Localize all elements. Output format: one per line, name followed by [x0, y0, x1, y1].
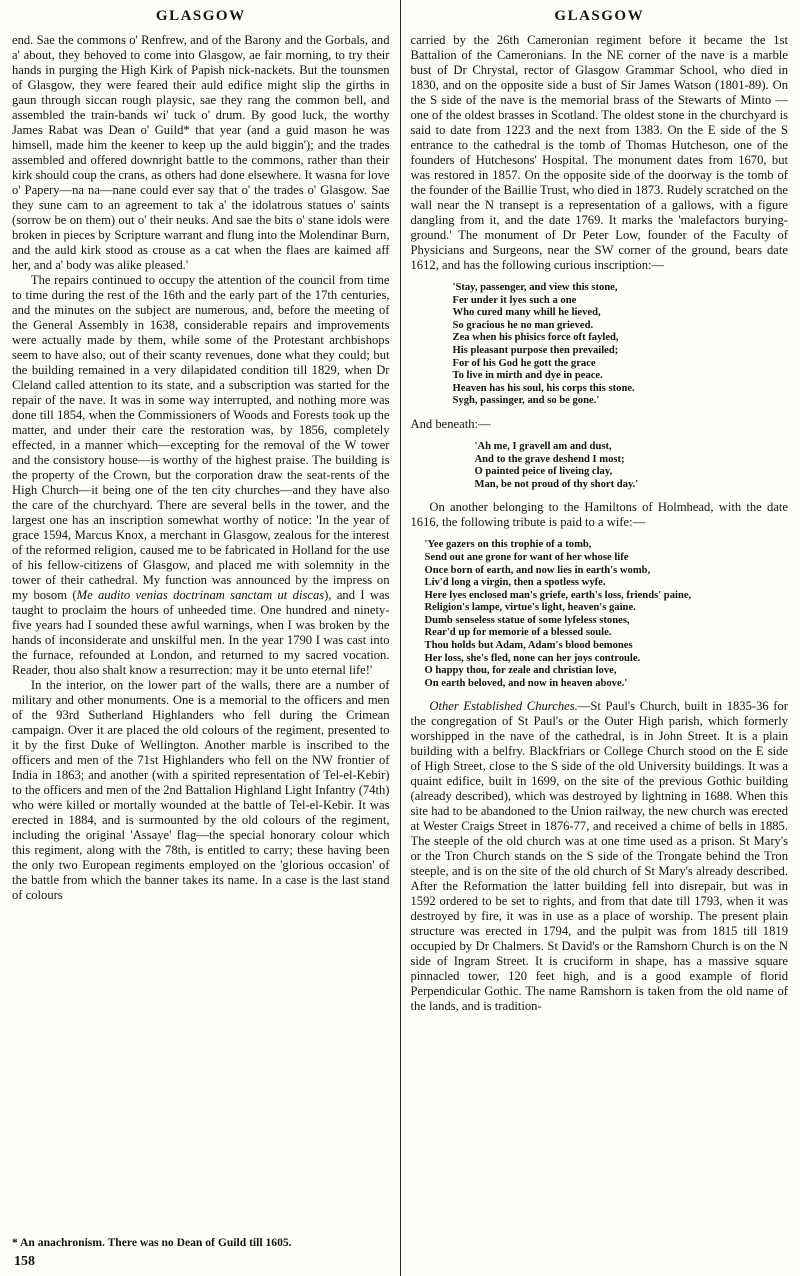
inscription-line: Thou holds but Adam, Adam's blood bemones	[424, 640, 633, 652]
body-paragraph: The repairs continued to occupy the attention of the council from time to time during the rest of the 16th and the early part of the 17th centuries, and the minutes on the subject are numerous, and, before the meeting of the General Assembly in 1638, considerable repairs and improvements were actually made by them, while some of the Protestant archbishops seem to have also, out of their scanty revenues, done what they could; but the building remained in a very dilapidated condition till 1829, when Dr Cleland called attention to its state, and a subscription was started for the repair of the nave. It was in some way interrupted, and nothing more was done till 1854, when the Commissioners of Woods and Forests took up the matter, and under their care the restoration was, by 1856, completely effected, in a manner which—excepting for the removal of the W tower and the consistory house—is worthy of the highest praise. The building is the property of the Crown, but the corporation draw the seat-rents of the High Church—it being one of the ten city churches—and they have also the care of the churchyard. There are several bells in the tower, and the largest one has an inscription somewhat worthy of notice: 'In the year of grace 1594, Marcus Knox, a merchant in Glasgow, zealous for the interest of the reformed religion, caused me to be fabricated in Holland for the use of his fellow-citizens of Glasgow, and placed me with solemnity in the tower of their cathedral. My function was announced by the impress on my bosom (Me audito venias doctrinam sanctam ut discas), and I was taught to proclaim the hours of unheeded time. One hundred and ninety-five years had I sounded these awful warnings, when I was broken by the hands of inconsiderate and unskilful men. In the year 1790 I was cast into the furnace, refounded at London, and returned to my sacred vocation. Reader, thou also shalt know a resurrection: may it be unto eternal life!'	[12, 273, 390, 677]
inscription-line: So gracious he no man grieved.	[452, 319, 594, 331]
body-paragraph: In the interior, on the lower part of the walls, there are a number of military and other monuments. One is a memorial to the officers and men of the 93rd Sutherland Highlanders who fell during the Crimean campaign. Over it are placed the old colours of the regiment, presented to it by the first Duke of Wellington. Another marble is inscribed to the officers and men of the 71st Highlanders who fell on the NW frontier of India in 1863; and another (with a spirited representation of Tel-el-Kebir) to the officers and men of the 2nd Battalion Highland Light Infantry (74th) who were killed or mortally wounded at the battle of Tel-el-Kebir. It was erected in 1884, and is surmounted by the old colours of the regiment, including the original 'Assaye' flag—the special honorary colour which this regiment, along with the 78th, is entitled to carry; these having been the only two European regiments employed on the 'glorious occasion' of the battle from which the banner takes its name. In a case is the last stand of colours	[12, 678, 390, 902]
inscription-line: Heaven has his soul, his corps this stone.	[452, 382, 635, 394]
footnote: * An anachronism. There was no Dean of Guild till 1605.	[12, 1236, 292, 1249]
inscription-line: Fer under it lyes such a one	[452, 294, 577, 306]
inscription-line: And to the grave deshend I most;	[474, 453, 625, 465]
body-paragraph: end. Sae the commons o' Renfrew, and of the Barony and the Gorbals, and a' about, they behoved to come into Glasgow, ae fair morning, to try their hands in purging the High Kirk of Papish nick-nackets. But the tounsmen of Glasgow, they were feared their auld edifice might slip the girths in gaun through siccan rough playsic, sae they rang the common bell, and assembled the train-bands wi' tuck o' drum. By good luck, the worthy James Rabat was Dean o' Guild* that year (and a guid mason he was himsell, made him the keener to keep up the auld biggin'); and the trades assembled and offered downright battle to the commons, rather than their kirk should coup the crans, as others had done elsewhere. It wasna for love o' Papery—na na—nane could ever say that o' the trades o' Glasgow. Sae they sune cam to an agreement to tak a' the idolatrous statues o' saints (sorrow be on them) out o' their neuks. And sae the bits o' stane idols were broken in pieces by Scripture warrant and flung into the Molendinar Burn, and the auld kirk stood as crouse as a cat when the flaes are kaimed aff her, and a' body was alike pleased.'	[12, 33, 390, 272]
inscription-line: For of his God he gott the grace	[452, 357, 596, 369]
running-header-left: GLASGOW	[155, 8, 246, 24]
inscription-line: Man, be not proud of thy short day.'	[474, 478, 639, 490]
inscription-line: Here lyes enclosed man's griefe, earth's loss, friends' paine,	[424, 589, 692, 601]
inscription-line: His pleasant purpose then prevailed;	[452, 344, 619, 356]
inscription-line: 'Ah me, I gravell am and dust,	[474, 440, 612, 452]
page-number: 158	[14, 1254, 35, 1269]
body-paragraph: On another belonging to the Hamiltons of Holmhead, with the date 1616, the following tribute is paid to a wife:—	[410, 500, 788, 530]
inscription-line: Rear'd up for memorie of a blessed soule.	[424, 627, 612, 639]
inscription-line: Sygh, passinger, and so be gone.'	[452, 395, 600, 407]
inscription-line: Her loss, she's fled, none can her joys controule.	[424, 652, 641, 664]
inscription-block-hamilton	[425, 539, 789, 690]
inscription-line: To live in mirth and dye in peace.	[452, 370, 603, 382]
inscription-line: Dumb senseless statue of some lyfeless stones,	[424, 614, 630, 626]
inscription-line: Liv'd long a virgin, then a spotless wyfe.	[424, 577, 606, 589]
right-column-body	[411, 33, 789, 1276]
inscription-line: Once born of earth, and now lies in earth's womb,	[424, 564, 651, 576]
inscription-line: Send out ane grone for want of her whose life	[424, 551, 629, 563]
inscription-line: O happy thou, for zeale and christian love,	[424, 665, 617, 677]
inscription-line: O painted peice of liveing clay,	[474, 466, 613, 478]
running-header-right: GLASGOW	[554, 8, 645, 24]
body-paragraph: Other Established Churches.—St Paul's Church, built in 1835-36 for the congregation of St Paul's or the Outer High parish, which formerly worshipped in the nave of the cathedral, is in John Street. It is a plain building with a belfry. Blackfriars or College Church stood on the E side of High Street, close to the S side of the old University buildings. It was a quaint edifice, built in 1699, on the site of the previous Gothic building (already described), which was destroyed by lightning in 1688. When this site had to be abandoned to the Union railway, the new church was erected at Wester Craigs Street in 1876-77, and received a chime of bells in 1885. The steeple of the old church was at one time used as a prison. St Mary's or the Tron Church stands on the S side of the Trongate behind the Tron steeple, and is on the site of the old church of St Mary's already described. After the Reformation the latter building fell into disrepair, but was in 1592 ordered to be set to rights, and from that date till 1793, when it was destroyed by fire, it was in use as a place of worship. The present plain structure was erected in 1794, and the pulpit was from 1815 till 1819 occupied by Dr Chalmers. St David's or the Ramshorn Church is on the N side of Ingram Street. It is cruciform in shape, has a massive square pinnacled tower, 120 feet high, and is a good example of florid Perpendicular Gothic. The name Ramshorn is taken from the old name of the lands, and is tradition-	[410, 699, 788, 1014]
left-column-body	[12, 33, 390, 1232]
inscription-block-low	[453, 282, 789, 408]
body-paragraph: And beneath:—	[410, 416, 491, 431]
left-column	[12, 0, 400, 1276]
body-paragraph: carried by the 26th Cameronian regiment before it became the 1st Battalion of the Cameronians. In the NE corner of the nave is a marble bust of Dr Chrystal, rector of Glasgow Grammar School, who died in 1830, and on the opposite side a bust of Sir James Watson (1801-89). On the S side of the nave is the memorial brass of the Stewarts of Minto —one of the oldest brasses in Scotland. The oldest stone in the churchyard is said to date from 1223 and the next from 1383. On the E side of the S entrance to the cathedral is the tomb of Thomas Hutcheson, one of the founders of Hutchesons' Hospital. The monument dates from 1670, but was restored in 1857. On the opposite side of the doorway is the tomb of the founder of the Baillie Trust, who died in 1873. Rudely scratched on the wall near the N transept is a representation of a gallows, with a figure dangling from it, and the date 1769. It marks the 'malefactors burying-ground.' The monument of Dr Peter Low, founder of the Faculty of Physicians and Surgeons, near the SW corner of the ground, bears date 1612, and has the following curious inscription:—	[410, 33, 788, 272]
right-column	[401, 0, 789, 1276]
inscription-line: Who cured many whill he lieved,	[452, 307, 601, 319]
inscription-line: Zea when his phisics force oft fayled,	[452, 332, 619, 344]
inscription-line: 'Stay, passenger, and view this stone,	[452, 282, 618, 293]
inscription-line: 'Yee gazers on this trophie of a tomb,	[424, 539, 592, 551]
inscription-line: Religion's lampe, virtue's light, heaven's gaine.	[424, 602, 636, 614]
inscription-block-beneath	[475, 441, 789, 491]
inscription-line: On earth beloved, and now in heaven above.'	[424, 677, 628, 689]
